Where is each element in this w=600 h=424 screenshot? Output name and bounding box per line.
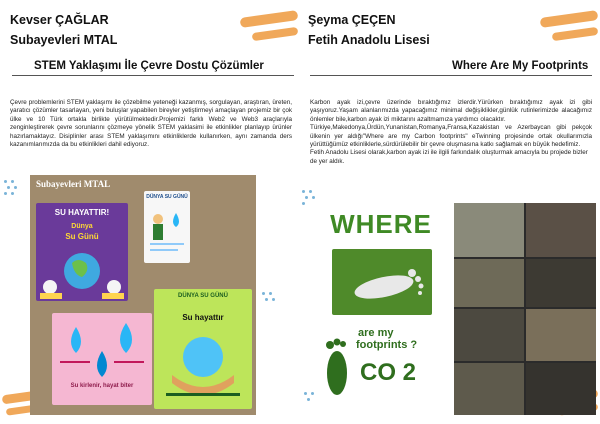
poster-text-are-my: are my <box>358 327 394 339</box>
poster-subheading: Dünya <box>71 223 93 230</box>
decorative-brush-stroke <box>240 10 299 28</box>
author-block <box>308 10 430 50</box>
right-page <box>300 0 600 424</box>
poster-text-co2: CO 2 <box>360 359 417 386</box>
grass-footprint-image <box>332 249 432 315</box>
author-block <box>10 10 117 50</box>
decorative-brush-stroke <box>552 27 599 41</box>
school-name: Subayevleri MTAL <box>10 33 118 47</box>
decorative-brush-stroke <box>540 10 599 28</box>
hands-water-illustration <box>154 327 252 407</box>
poster-subheading: Su Günü <box>65 232 99 241</box>
photo-project-work <box>526 363 596 415</box>
decorative-brush-stroke <box>252 27 299 41</box>
poster-card-water-pollution <box>52 313 152 405</box>
author-name: Kevser ÇAĞLAR <box>10 13 109 27</box>
author-name: Şeyma ÇEÇEN <box>308 13 396 27</box>
decorative-dots <box>4 180 22 204</box>
title-underline <box>310 75 592 76</box>
article-paragraph: Çevre problemlerini STEM yaklaşımı ile çözebilme yeteneği kazanmış, sorgulayan, araştıran, üreten, yaratıcı çözümler tasarlayan, yeni buluşlar yapabilen bireyler yetiştirmeyi amaçlayan projemiz bir çok ülke ve 10 Türk ortakla birlikte yürütülmektedir.Projemizi farklı Web2 ve Web3 araçlarıyla zenginleştirerek çevre sorunlarını çözmeye yönelik STEM yaklasimi ile etkinlikler planlayıp ürünler hazırlamaktayız. Disiplinler arası STEM yaklaşımını etkinliklerde kullanırken, aynı zamanda ders kazanımlarımızda da bu etkinlikleri dahil ediyoruz. <box>10 99 292 149</box>
photo-plastic-bottles <box>454 203 524 257</box>
board-label: Subayevleri MTAL <box>36 179 111 189</box>
article-title: STEM Yaklaşımı İle Çevre Dostu Çözümler <box>34 60 264 72</box>
article-paragraph: Türkiye,Makedonya,Ürdün,Yunanistan,Romanya,Fransa,Kazakistan ve Azerbaycan gibi pekçok ülkenin yer aldığı"Where are my Carbon footprints" eTwinning projesinde ortak okullarımızla yürüttüğümüz etkinliklerle,sürdürülebilir bir çevre oluşmasına katkı sağlamak en büyük hedefimiz. <box>310 124 592 149</box>
photo-hands <box>526 203 596 257</box>
article-paragraph: Karbon ayak izi,çevre üzerinde bıraktığımız izlerdir.Yürürken bıraktığımız ayak izi gibi yaşıyoruz.Yaşam alanlarımızda yapacağımız minimal değişiklikler,günlük rutinlerimizde alacağımız önlemler bile,karbon ayak izi miktarını azaltmamıza yardımcı olacaktır. <box>310 99 592 123</box>
footprint-icon <box>320 331 354 401</box>
activity-collage <box>30 175 256 415</box>
activity-photo-collage <box>454 203 596 415</box>
poster-word-where: WHERE <box>330 209 432 239</box>
poster-slogan: Su hayattır <box>182 313 224 322</box>
article-title: Where Are My Footprints <box>452 60 589 72</box>
globe-illustration <box>36 243 128 301</box>
poster-heading: SU HAYATTIR! <box>54 208 110 217</box>
poster-text-footprints: footprints ? <box>356 339 418 351</box>
photo-students <box>526 309 596 361</box>
school-name: Fetih Anadolu Lisesi <box>308 33 430 47</box>
title-underline <box>12 75 294 76</box>
article-body <box>310 99 592 166</box>
person-illustration <box>144 203 190 263</box>
poster-heading: DÜNYA SU GÜNÜ <box>178 293 228 299</box>
poster-slogan: Su kirlenir, hayat biter <box>70 383 134 389</box>
poster-heading: DÜNYA SU GÜNÜ <box>146 194 188 200</box>
droplet-illustration <box>52 317 152 383</box>
photo-classroom <box>454 309 524 361</box>
article-paragraph: Fetih Anadolu Lisesi olarak,karbon ayak izi ile ilgili farkındalık oluşturmak amacıyla bu projede bizler de yer aldık. <box>310 149 588 165</box>
photo-waste-sorting <box>454 363 524 415</box>
photo-table-items <box>454 259 524 307</box>
photo-desk <box>526 259 596 307</box>
poster-card-world-water-day <box>144 191 190 263</box>
decorative-dots <box>262 292 280 316</box>
poster-card-water-day <box>36 203 128 301</box>
footprint-poster <box>318 205 444 405</box>
poster-card-water-is-life <box>154 289 252 409</box>
footprint-icon <box>332 249 432 315</box>
